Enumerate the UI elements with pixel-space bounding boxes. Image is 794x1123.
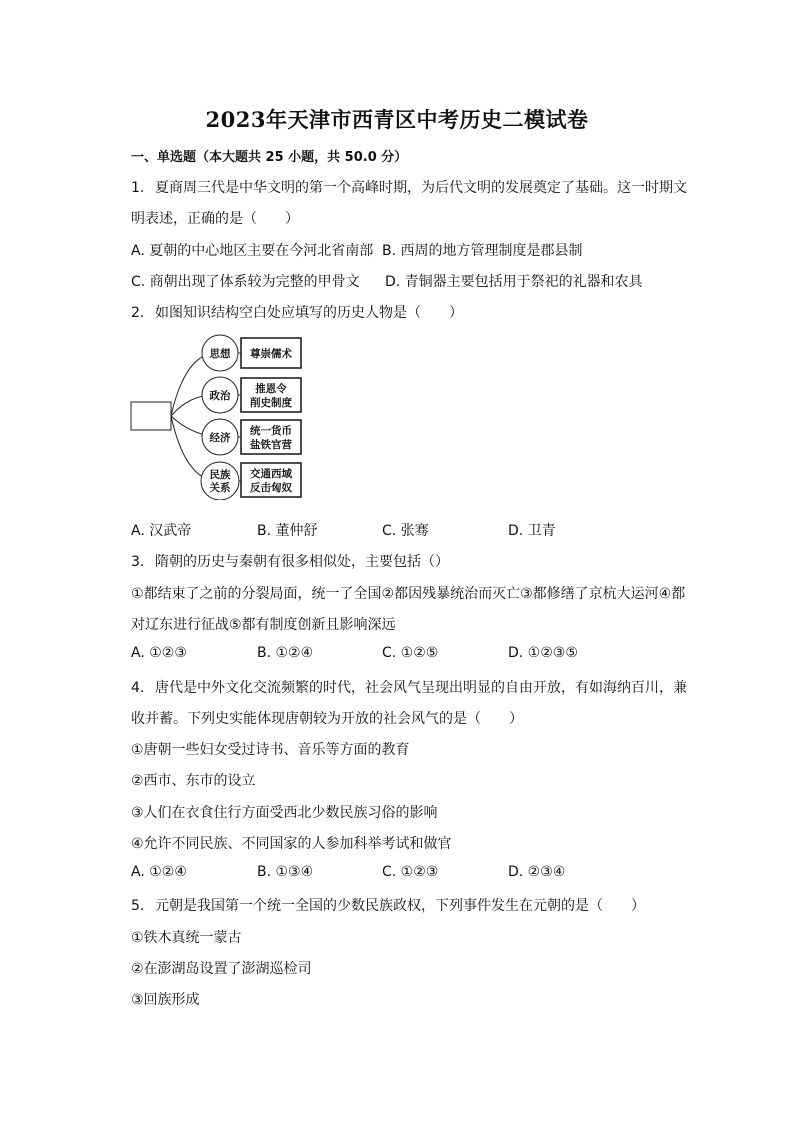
circle-4: [201, 462, 239, 500]
question-4-statement-1: ①唐朝一些妇女受过诗书、音乐等方面的教育: [131, 742, 410, 758]
question-1-stem-cont: 明表述，正确的是（ ）: [131, 211, 299, 227]
question-number: 2.: [131, 305, 145, 321]
q2-option-c: C. 张骞: [382, 523, 429, 539]
circle-4-label-2: 关系: [209, 482, 231, 494]
q2-option-b: B. 董仲舒: [257, 523, 318, 539]
q4-option-d: D. ②③④: [508, 864, 566, 880]
exam-title: 2023年天津市西青区中考历史二模试卷: [205, 107, 589, 132]
q2-option-d: D. 卫青: [508, 523, 556, 539]
box-2-label-2: 削史制度: [250, 397, 292, 409]
question-4-statement-3: ③人们在衣食住行方面受西北少数民族习俗的影响: [131, 805, 438, 821]
question-5-statement-2: ②在澎湖岛设置了澎湖巡检司: [131, 961, 312, 977]
q4-option-a: A. ①②④: [131, 864, 187, 880]
box-4-label-2: 反击匈奴: [250, 482, 292, 494]
question-5-stem: 5. 元朝是我国第一个统一全国的少数民族政权，下列事件发生在元朝的是（ ）: [131, 898, 645, 914]
question-2-stem: 2. 如图知识结构空白处应填写的历史人物是（ ）: [131, 305, 463, 321]
q1-option-a: A. 夏朝的中心地区主要在今河北省南部: [131, 243, 374, 259]
q3-option-a: A. ①②③: [131, 645, 187, 661]
box-3-label-1: 统一货币: [250, 425, 292, 437]
question-number: 3.: [131, 554, 145, 570]
box-2-label-1: 推恩令: [255, 383, 287, 395]
question-4-statement-2: ②西市、东市的设立: [131, 773, 256, 789]
question-4-stem: 4. 唐代是中外文化交流频繁的时代，社会风气呈现出明显的自由开放，有如海纳百川，兼: [131, 680, 687, 696]
q4-option-b: B. ①③④: [257, 864, 314, 880]
question-4-stem-cont: 收并蓄。下列史实能体现唐朝较为开放的社会风气的是（ ）: [131, 711, 523, 727]
box-1-label: 尊崇儒术: [250, 348, 292, 360]
q1-option-d: D. 青铜器主要包括用于祭祀的礼器和农具: [385, 274, 643, 290]
circle-2-label: 政治: [209, 390, 231, 402]
q3-option-c: C. ①②⑤: [382, 645, 439, 661]
question-4-statement-4: ④允许不同民族、不同国家的人参加科举考试和做官: [131, 836, 452, 852]
box-4-label-1: 交通西域: [250, 468, 292, 480]
q1-option-b: B. 西周的地方管理制度是郡县制: [382, 243, 583, 259]
question-3-statements: ①都结束了之前的分裂局面，统一了全国②都因残暴统治而灭亡③都修缮了京杭大运河④都: [131, 586, 686, 602]
circle-3-label: 经济: [209, 432, 231, 444]
box-3-label-2: 盐铁官营: [250, 439, 292, 451]
q4-option-c: C. ①②③: [382, 864, 439, 880]
q3-option-d: D. ①②③⑤: [508, 645, 578, 661]
question-1-stem: 1. 夏商周三代是中华文明的第一个高峰时期，为后代文明的发展奠定了基础。这一时期文: [131, 180, 687, 196]
question-5-statement-1: ①铁木真统一蒙古: [131, 930, 242, 946]
section-header: 一、单选题（本大题共 25 小题，共 50.0 分）: [131, 150, 408, 165]
question-number: 1.: [131, 180, 145, 196]
q3-option-b: B. ①②④: [257, 645, 314, 661]
question-5-statement-3: ③回族形成: [131, 992, 200, 1008]
question-number: 4.: [131, 680, 145, 696]
circle-1-label: 思想: [209, 348, 231, 360]
question-3-statements-cont: 对辽东进行征战⑤都有制度创新且影响深远: [131, 617, 396, 633]
question-number: 5.: [131, 898, 145, 914]
question-3-stem: 3. 隋朝的历史与秦朝有很多相似处，主要包括（）: [131, 554, 449, 570]
blank-box: [131, 402, 171, 430]
circle-4-label-1: 民族: [209, 469, 231, 481]
q2-option-a: A. 汉武帝: [131, 523, 192, 539]
q1-option-c: C. 商朝出现了体系较为完整的甲骨文: [131, 274, 360, 290]
knowledge-structure-diagram: [130, 334, 310, 500]
